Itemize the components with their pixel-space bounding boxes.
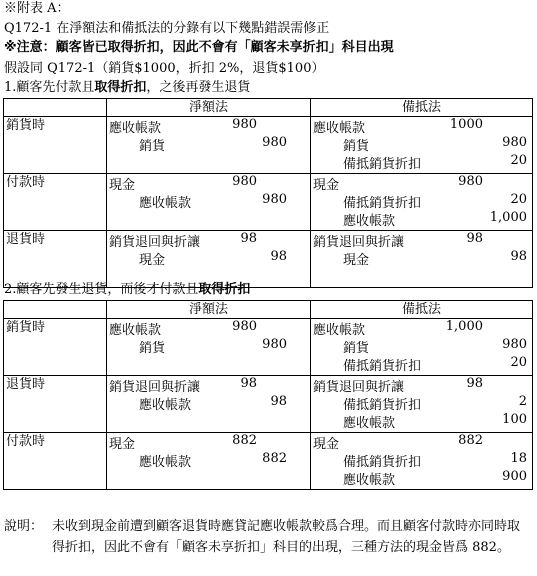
- debit-amount: 882: [232, 433, 257, 448]
- credit-amount: 20: [510, 153, 527, 168]
- section1-title-bold: 取得折扣: [94, 80, 147, 95]
- credit-amount: 98: [270, 394, 287, 409]
- event-label: 退貨時: [4, 231, 107, 288]
- credit-account: 應收帳款: [343, 214, 396, 229]
- net-method-entry: [107, 117, 311, 174]
- credit-account: 備抵銷貨折扣: [343, 398, 422, 413]
- header-empty-cell: [4, 99, 107, 117]
- journal-row: [4, 231, 533, 288]
- allowance-method-entry: [311, 231, 533, 288]
- credit-amount: 20: [510, 355, 527, 370]
- credit-account: 備抵銷貨折扣: [343, 196, 422, 211]
- debit-amount: 1,000: [445, 319, 483, 334]
- debit-amount: 1000: [449, 117, 483, 132]
- credit-account: 應收帳款: [139, 196, 192, 211]
- doc-title: ※附表 A：: [4, 1, 70, 16]
- credit-amount: 98: [270, 249, 287, 264]
- header-net-method: 淨額法: [107, 99, 311, 117]
- journal-row: [4, 174, 533, 231]
- debit-amount: 980: [232, 319, 257, 334]
- header-empty-cell: [4, 301, 107, 319]
- journal-row: [4, 117, 533, 174]
- allowance-method-entry: [311, 117, 533, 174]
- allowance-method-entry: [311, 376, 533, 433]
- header-allowance-method: 備抵法: [311, 99, 533, 117]
- warning-note: ※注意：顧客皆已取得折扣，因此不會有「顧客未享折扣」科目出現: [4, 40, 394, 55]
- doc-subtitle: Q172-1 在淨額法和備抵法的分錄有以下幾點錯誤需修正: [4, 21, 330, 36]
- credit-account: 銷貨: [139, 139, 166, 154]
- allowance-method-entry: [311, 433, 533, 490]
- net-method-entry: [107, 433, 311, 490]
- debit-account: 應收帳款: [313, 121, 366, 136]
- section1-title-prefix: 1.顧客先付款且: [4, 80, 95, 95]
- debit-account: 銷貨退回與折讓: [109, 380, 201, 395]
- credit-amount: 980: [262, 135, 287, 150]
- credit-account: 備抵銷貨折扣: [343, 157, 422, 172]
- net-method-entry: [107, 174, 311, 231]
- debit-account: 應收帳款: [109, 323, 162, 338]
- credit-amount: 18: [510, 451, 527, 466]
- credit-account: 應收帳款: [343, 473, 396, 488]
- section1-title-suffix: ，之後再發生退貨: [146, 80, 251, 95]
- assumption-line: 假設同 Q172-1（銷貨$1000，折扣 2%，退貨$100）: [4, 61, 325, 76]
- debit-account: 銷貨退回與折讓: [109, 235, 201, 250]
- event-label: 退貨時: [4, 376, 107, 433]
- debit-account: 現金: [109, 178, 136, 193]
- credit-amount: 98: [510, 249, 527, 264]
- credit-account: 應收帳款: [139, 455, 192, 470]
- debit-account: 現金: [109, 437, 136, 452]
- credit-amount: 100: [502, 412, 527, 427]
- event-label: 付款時: [4, 174, 107, 231]
- explanation-text: 未收到現金前遭到顧客退貨時應貸記應收帳款較爲合理。而且顧客付款時亦同時取得折扣，因此不會有「顧客未享折扣」科目的出現，三種方法的現金皆爲 882。: [52, 519, 521, 555]
- table-header-row: [4, 99, 533, 117]
- journal-row: [4, 319, 533, 376]
- credit-account: 應收帳款: [139, 398, 192, 413]
- debit-account: 應收帳款: [313, 323, 366, 338]
- debit-account: 應收帳款: [109, 121, 162, 136]
- credit-amount: 20: [510, 192, 527, 207]
- allowance-method-entry: [311, 174, 533, 231]
- section1-journal-table: [3, 98, 533, 288]
- header-allowance-method: 備抵法: [311, 301, 533, 319]
- event-label: 付款時: [4, 433, 107, 490]
- net-method-entry: [107, 319, 311, 376]
- event-label: 銷貨時: [4, 117, 107, 174]
- credit-account: 現金: [343, 253, 370, 268]
- section2-journal-table: [3, 300, 533, 490]
- section2-title: [4, 281, 250, 299]
- debit-amount: 980: [232, 117, 257, 132]
- net-method-entry: [107, 231, 311, 288]
- credit-account: 現金: [139, 253, 166, 268]
- credit-account: 應收帳款: [343, 416, 396, 431]
- credit-amount: 900: [502, 469, 527, 484]
- debit-account: 銷貨退回與折讓: [313, 380, 405, 395]
- credit-amount: 2: [518, 394, 527, 409]
- credit-amount: 1,000: [489, 210, 527, 225]
- credit-amount: 980: [502, 135, 527, 150]
- section2-title-prefix: 2.顧客先發生退貨，而後才付款且: [4, 282, 199, 297]
- table-header-row: [4, 301, 533, 319]
- debit-amount: 98: [240, 231, 257, 246]
- debit-account: 現金: [313, 437, 340, 452]
- credit-amount: 882: [262, 451, 287, 466]
- debit-account: 銷貨退回與折讓: [313, 235, 405, 250]
- credit-account: 銷貨: [343, 341, 370, 356]
- header-net-method: 淨額法: [107, 301, 311, 319]
- debit-amount: 980: [458, 174, 483, 189]
- debit-amount: 980: [232, 174, 257, 189]
- section1-title: [4, 79, 250, 97]
- credit-amount: 980: [262, 337, 287, 352]
- credit-amount: 980: [502, 337, 527, 352]
- journal-row: [4, 433, 533, 490]
- section2-title-bold: 取得折扣: [198, 282, 251, 297]
- debit-amount: 98: [240, 376, 257, 391]
- credit-account: 銷貨: [343, 139, 370, 154]
- debit-amount: 882: [458, 433, 483, 448]
- event-label: 銷貨時: [4, 319, 107, 376]
- debit-amount: 98: [466, 231, 483, 246]
- credit-account: 銷貨: [139, 341, 166, 356]
- credit-amount: 980: [262, 192, 287, 207]
- credit-account: 備抵銷貨折扣: [343, 359, 422, 374]
- debit-amount: 98: [466, 376, 483, 391]
- journal-row: [4, 376, 533, 433]
- credit-account: 備抵銷貨折扣: [343, 455, 422, 470]
- explanation-label: 說明：: [4, 519, 44, 534]
- debit-account: 現金: [313, 178, 340, 193]
- net-method-entry: [107, 376, 311, 433]
- allowance-method-entry: [311, 319, 533, 376]
